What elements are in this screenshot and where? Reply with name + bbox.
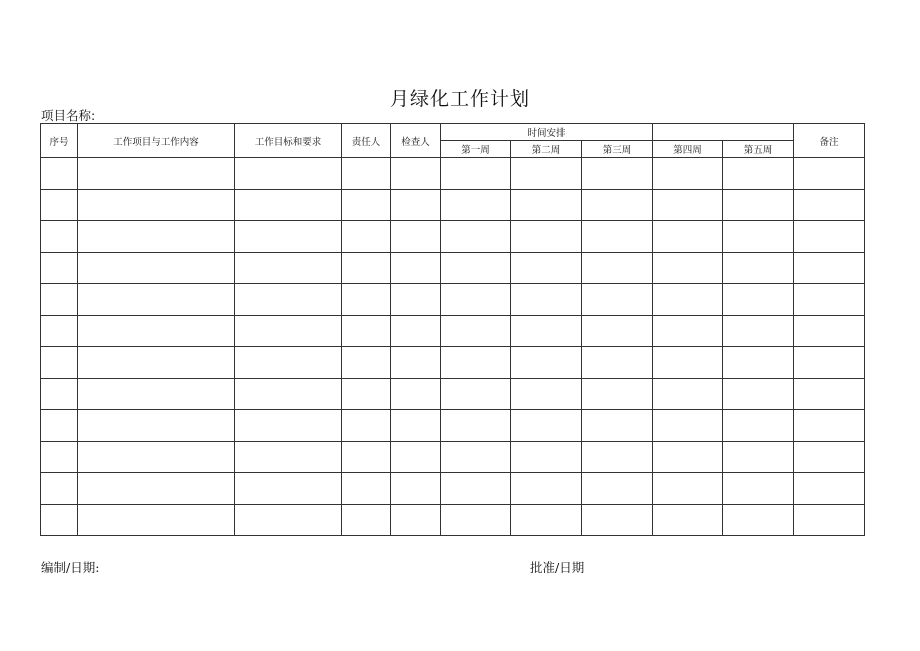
- table-cell[interactable]: [391, 252, 441, 284]
- table-cell[interactable]: [723, 189, 794, 221]
- table-cell[interactable]: [441, 158, 511, 190]
- table-cell[interactable]: [794, 410, 865, 442]
- table-cell[interactable]: [391, 410, 441, 442]
- table-cell[interactable]: [78, 504, 235, 536]
- table-cell[interactable]: [653, 252, 723, 284]
- table-cell[interactable]: [653, 473, 723, 505]
- table-cell[interactable]: [41, 378, 78, 410]
- table-cell[interactable]: [582, 315, 653, 347]
- header-goal: 工作目标和要求: [235, 124, 342, 158]
- table-cell[interactable]: [391, 158, 441, 190]
- table-cell[interactable]: [235, 158, 342, 190]
- table-cell[interactable]: [441, 441, 511, 473]
- table-cell[interactable]: [794, 441, 865, 473]
- table-cell[interactable]: [391, 284, 441, 316]
- table-row: [41, 504, 865, 536]
- header-week-2: 第二周: [511, 141, 582, 158]
- plan-table: [40, 123, 865, 536]
- table-cell[interactable]: [653, 347, 723, 379]
- table-cell[interactable]: [794, 347, 865, 379]
- table-cell[interactable]: [723, 158, 794, 190]
- table-cell[interactable]: [41, 315, 78, 347]
- table-cell[interactable]: [78, 284, 235, 316]
- table-row: [41, 252, 865, 284]
- table-cell[interactable]: [511, 378, 582, 410]
- project-name-label: 项目名称:: [41, 108, 96, 123]
- table-cell[interactable]: [235, 189, 342, 221]
- table-cell[interactable]: [41, 504, 78, 536]
- table-cell[interactable]: [78, 410, 235, 442]
- header-owner: 责任人: [342, 124, 391, 158]
- table-cell[interactable]: [723, 504, 794, 536]
- table-cell[interactable]: [235, 378, 342, 410]
- table-cell[interactable]: [41, 473, 78, 505]
- table-cell[interactable]: [582, 473, 653, 505]
- table-cell[interactable]: [342, 410, 391, 442]
- table-cell[interactable]: [41, 158, 78, 190]
- table-cell[interactable]: [582, 158, 653, 190]
- table-cell[interactable]: [342, 158, 391, 190]
- table-cell[interactable]: [78, 441, 235, 473]
- prepared-by-date-label: 编制/日期:: [41, 560, 100, 575]
- table-cell[interactable]: [582, 189, 653, 221]
- table-cell[interactable]: [441, 284, 511, 316]
- table-cell[interactable]: [41, 410, 78, 442]
- table-cell[interactable]: [511, 252, 582, 284]
- table-cell[interactable]: [78, 378, 235, 410]
- table-cell[interactable]: [582, 252, 653, 284]
- table-cell[interactable]: [794, 189, 865, 221]
- header-week-5: 第五周: [723, 141, 794, 158]
- table-cell[interactable]: [723, 284, 794, 316]
- table-cell[interactable]: [582, 378, 653, 410]
- approved-by-date-label: 批准/日期: [530, 560, 585, 575]
- table-cell[interactable]: [441, 189, 511, 221]
- table-cell[interactable]: [723, 441, 794, 473]
- table-cell[interactable]: [441, 347, 511, 379]
- table-cell[interactable]: [582, 410, 653, 442]
- table-cell[interactable]: [235, 504, 342, 536]
- table-cell[interactable]: [235, 315, 342, 347]
- table-cell[interactable]: [511, 158, 582, 190]
- table-cell[interactable]: [582, 441, 653, 473]
- table-cell[interactable]: [441, 473, 511, 505]
- table-cell[interactable]: [653, 189, 723, 221]
- table-cell[interactable]: [511, 315, 582, 347]
- table-cell[interactable]: [653, 315, 723, 347]
- table-cell[interactable]: [342, 347, 391, 379]
- table-cell[interactable]: [342, 284, 391, 316]
- table-cell[interactable]: [391, 504, 441, 536]
- table-cell[interactable]: [511, 189, 582, 221]
- table-cell[interactable]: [342, 473, 391, 505]
- table-row: [41, 158, 865, 190]
- table-cell[interactable]: [342, 315, 391, 347]
- header-checker: 检查人: [391, 124, 441, 158]
- table-cell[interactable]: [342, 441, 391, 473]
- table-cell[interactable]: [235, 473, 342, 505]
- table-row: [41, 441, 865, 473]
- table-cell[interactable]: [653, 441, 723, 473]
- table-cell[interactable]: [511, 473, 582, 505]
- table-cell[interactable]: [391, 315, 441, 347]
- table-cell[interactable]: [78, 315, 235, 347]
- table-row: [41, 378, 865, 410]
- document-title: 月绿化工作计划: [389, 88, 530, 110]
- table-cell[interactable]: [342, 378, 391, 410]
- table-row: [41, 221, 865, 253]
- table-cell[interactable]: [653, 504, 723, 536]
- table-cell[interactable]: [391, 441, 441, 473]
- table-cell[interactable]: [342, 221, 391, 253]
- table-cell[interactable]: [653, 284, 723, 316]
- table-cell[interactable]: [391, 473, 441, 505]
- table-cell[interactable]: [794, 284, 865, 316]
- table-cell[interactable]: [511, 284, 582, 316]
- table-cell[interactable]: [723, 473, 794, 505]
- header-week-1: 第一周: [441, 141, 511, 158]
- header-schedule: 时间安排: [441, 124, 653, 141]
- table-cell[interactable]: [235, 284, 342, 316]
- table-cell[interactable]: [441, 504, 511, 536]
- table-cell[interactable]: [342, 504, 391, 536]
- table-cell[interactable]: [41, 221, 78, 253]
- header-content: 工作项目与工作内容: [78, 124, 235, 158]
- table-cell[interactable]: [653, 378, 723, 410]
- table-cell[interactable]: [723, 410, 794, 442]
- table-cell[interactable]: [511, 504, 582, 536]
- table-cell[interactable]: [794, 378, 865, 410]
- table-cell[interactable]: [653, 410, 723, 442]
- table-row: [41, 473, 865, 505]
- table-cell[interactable]: [723, 252, 794, 284]
- table-cell[interactable]: [794, 252, 865, 284]
- table-cell[interactable]: [441, 252, 511, 284]
- table-cell[interactable]: [41, 347, 78, 379]
- table-cell[interactable]: [653, 221, 723, 253]
- table-cell[interactable]: [794, 315, 865, 347]
- table-cell[interactable]: [794, 158, 865, 190]
- table-row: [41, 284, 865, 316]
- table-cell[interactable]: [511, 441, 582, 473]
- table-cell[interactable]: [78, 158, 235, 190]
- table-cell[interactable]: [441, 221, 511, 253]
- table-cell[interactable]: [723, 221, 794, 253]
- table-cell[interactable]: [794, 504, 865, 536]
- table-cell[interactable]: [235, 441, 342, 473]
- table-cell[interactable]: [78, 221, 235, 253]
- table-cell[interactable]: [582, 347, 653, 379]
- table-row: [41, 315, 865, 347]
- plan-table-body: [41, 158, 865, 536]
- table-cell[interactable]: [391, 347, 441, 379]
- table-cell[interactable]: [342, 189, 391, 221]
- table-cell[interactable]: [78, 347, 235, 379]
- table-cell[interactable]: [41, 252, 78, 284]
- table-cell[interactable]: [723, 378, 794, 410]
- table-cell[interactable]: [342, 252, 391, 284]
- header-week-3: 第三周: [582, 141, 653, 158]
- table-cell[interactable]: [582, 284, 653, 316]
- table-cell[interactable]: [78, 252, 235, 284]
- header-schedule-blank: [653, 124, 794, 141]
- table-row: [41, 410, 865, 442]
- table-cell[interactable]: [794, 473, 865, 505]
- table-cell[interactable]: [391, 221, 441, 253]
- table-row: [41, 347, 865, 379]
- table-cell[interactable]: [723, 315, 794, 347]
- table-cell[interactable]: [653, 158, 723, 190]
- table-cell[interactable]: [391, 189, 441, 221]
- table-cell[interactable]: [441, 410, 511, 442]
- table-cell[interactable]: [41, 284, 78, 316]
- header-seq: 序号: [41, 124, 78, 158]
- table-cell[interactable]: [41, 189, 78, 221]
- table-cell[interactable]: [511, 410, 582, 442]
- table-cell[interactable]: [235, 221, 342, 253]
- table-cell[interactable]: [441, 315, 511, 347]
- table-cell[interactable]: [235, 410, 342, 442]
- table-cell[interactable]: [511, 347, 582, 379]
- table-row: [41, 189, 865, 221]
- table-cell[interactable]: [41, 441, 78, 473]
- header-week-4: 第四周: [653, 141, 723, 158]
- table-cell[interactable]: [235, 347, 342, 379]
- table-cell[interactable]: [391, 378, 441, 410]
- table-cell[interactable]: [235, 252, 342, 284]
- table-cell[interactable]: [723, 347, 794, 379]
- table-cell[interactable]: [582, 504, 653, 536]
- table-cell[interactable]: [78, 473, 235, 505]
- header-remark: 备注: [794, 124, 865, 158]
- table-cell[interactable]: [794, 221, 865, 253]
- table-cell[interactable]: [78, 189, 235, 221]
- table-cell[interactable]: [441, 378, 511, 410]
- table-cell[interactable]: [582, 221, 653, 253]
- table-cell[interactable]: [511, 221, 582, 253]
